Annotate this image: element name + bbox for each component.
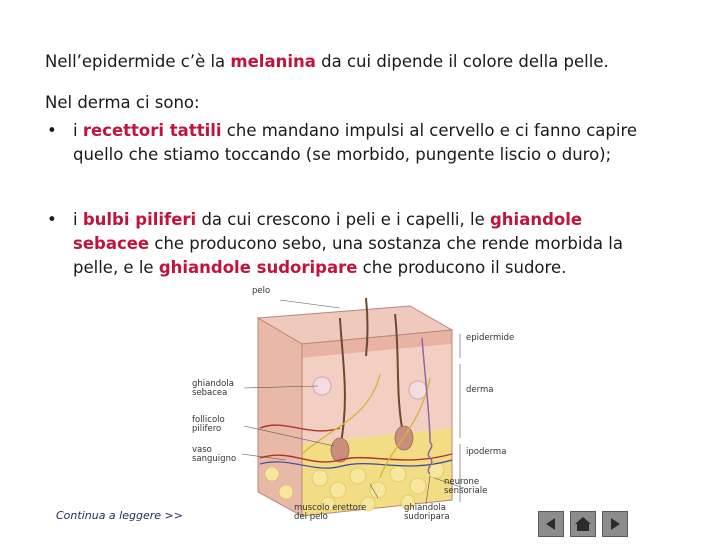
highlight-melanina: melanina xyxy=(230,52,316,71)
label-ghiandola-sebacea: ghiandola sebacea xyxy=(192,379,234,398)
label-pelo: pelo xyxy=(252,286,271,296)
highlight-ghiandole-sebacee: ghiandole sebacee xyxy=(73,210,583,253)
label-ipoderma: ipoderma xyxy=(466,447,507,457)
bullet2-start: i xyxy=(73,210,83,229)
highlight-ghiandole-sudoripare: ghiandole sudoripare xyxy=(158,258,358,277)
label-derma: derma xyxy=(466,385,494,395)
bullet-list-1 xyxy=(45,119,645,167)
label-follicolo-pilifero: follicolo pilifero xyxy=(192,415,225,434)
p1-text-start: Nell’epidermide c’è la xyxy=(45,52,231,71)
home-button[interactable] xyxy=(570,511,596,537)
arrow-right-icon xyxy=(607,516,623,532)
bullet-icon: • xyxy=(47,210,57,229)
highlight-bulbi-piliferi: bulbi piliferi xyxy=(82,210,197,229)
label-neurone-sensoriale: neurone sensoriale xyxy=(444,477,488,496)
label-vaso-sanguigno: vaso sanguigno xyxy=(192,445,237,464)
bullet-recettori xyxy=(45,119,645,167)
continue-link[interactable]: Continua a leggere >> xyxy=(56,509,183,522)
label-muscolo-erettore: muscolo erettore del pelo xyxy=(294,503,367,522)
bullet1-end: che mandano impulsi al cervello e ci fanno capire quello che stiamo toccando (se morbido, pungente liscio o duro); xyxy=(73,121,638,164)
bullet2-end: che producono il sudore. xyxy=(357,258,567,277)
highlight-recettori-tattili: recettori tattili xyxy=(82,121,222,140)
label-epidermide: epidermide xyxy=(466,333,515,343)
bullet2-mid2: che producono sebo, una sostanza che rende morbida la pelle, e le xyxy=(73,234,623,277)
previous-button[interactable] xyxy=(538,511,564,537)
next-button[interactable] xyxy=(602,511,628,537)
bullet-bulbi xyxy=(45,208,645,280)
skin-diagram xyxy=(190,278,540,530)
paragraph-melanina xyxy=(45,50,685,74)
p1-text-end: da cui dipende il colore della pelle. xyxy=(315,52,609,71)
paragraph-derma-intro: Nel derma ci sono: xyxy=(45,93,200,112)
arrow-left-icon xyxy=(543,516,559,532)
label-ghiandola-sudoripara: ghiandola sudoripara xyxy=(404,503,450,522)
bullet-list-2 xyxy=(45,208,645,280)
bullet2-mid1: da cui crescono i peli e i capelli, le xyxy=(196,210,490,229)
home-icon xyxy=(574,516,592,532)
bullet1-start: i xyxy=(73,121,83,140)
bullet-icon: • xyxy=(47,121,57,140)
